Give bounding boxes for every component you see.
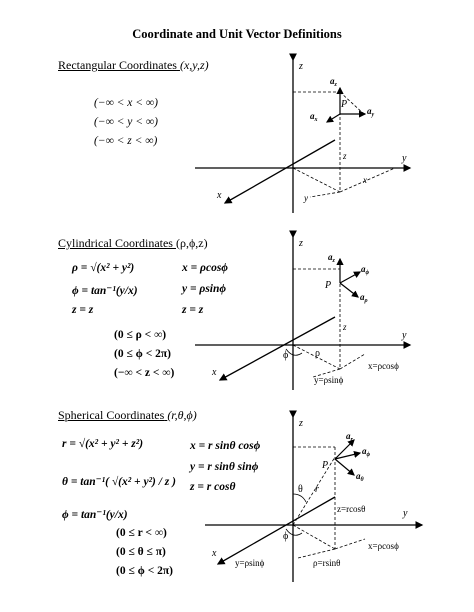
atheta-label: $a_\theta$: [356, 471, 364, 483]
cyl-eq-z: z = z: [72, 304, 94, 316]
cyl-eq-rho: ρ = √(x² + y²): [72, 262, 135, 274]
aphi-vector: [340, 272, 360, 283]
point-p-label: P: [341, 99, 348, 110]
tick-z-label: z: [343, 322, 347, 332]
page-title: Coordinate and Unit Vector Definitions: [132, 27, 342, 41]
sph-range-theta: (0 ≤ θ ≤ π): [116, 546, 166, 558]
ax-label: $a_x$: [310, 111, 318, 123]
x-label: x: [212, 367, 217, 378]
r-label: r: [315, 484, 319, 495]
sph-eq-phi: ϕ = tan⁻¹(y/x): [62, 509, 128, 521]
cyl-eq-phi: ϕ = tan⁻¹(y/x): [72, 285, 138, 297]
sph-eq-theta: θ = tan⁻¹( √(x² + y²) / z ): [62, 476, 176, 488]
rect-range-z: (−∞ < z < ∞): [94, 135, 158, 147]
ay-label: $a_y$: [367, 106, 375, 118]
rectangular-heading: [58, 58, 209, 73]
cylindrical-heading-label: Cylindrical Coordinates: [58, 236, 173, 250]
y-rhosinphi-label: y=ρsinϕ: [314, 375, 344, 385]
theta-label: θ: [298, 484, 303, 495]
sph-eq-z: z = r cosθ: [190, 481, 236, 493]
tick-y-label: y: [304, 193, 308, 203]
tick-z-label: z: [343, 151, 347, 161]
sph-range-r: (0 ≤ r < ∞): [116, 527, 167, 539]
phi-label: ϕ: [283, 350, 289, 361]
rho-label: ρ: [315, 348, 320, 359]
y-rhosinphi-label: y=ρsinϕ: [235, 558, 265, 568]
spherical-heading: [58, 408, 197, 423]
aphi-label: $a_\phi$: [362, 446, 370, 458]
x-rhocosphi-label: x=ρcosϕ: [368, 361, 399, 371]
x-label: x: [212, 548, 217, 559]
cylindrical-heading: [58, 236, 208, 251]
cyl-eq-x: x = ρcosϕ: [182, 262, 228, 274]
x-rhocosphi-label: x=ρcosϕ: [368, 541, 399, 551]
y-label: y: [403, 508, 408, 519]
z-label: z: [299, 418, 303, 429]
spherical-heading-vars: (r,θ,ϕ): [167, 408, 197, 422]
cyl-range-z: (−∞ < z < ∞): [114, 367, 175, 379]
sph-range-phi: (0 ≤ ϕ < 2π): [116, 565, 174, 577]
cyl-range-rho: (0 ≤ ρ < ∞): [114, 329, 167, 341]
spherical-diagram: [200, 412, 430, 587]
rectangular-diagram: [190, 55, 420, 220]
sph-eq-r: r = √(x² + y² + z²): [62, 438, 144, 450]
tick-x-label: x: [363, 175, 367, 185]
y-label: y: [402, 330, 407, 341]
rect-range-y: (−∞ < y < ∞): [94, 116, 158, 128]
cylindrical-diagram: [190, 232, 430, 397]
z-label: z: [299, 61, 303, 72]
az-label: $a_z$: [328, 252, 335, 264]
rho-rsintheta-label: ρ=rsinθ: [313, 558, 341, 568]
arho-vector: [340, 283, 358, 297]
ar-label: $a_r$: [346, 431, 353, 443]
y-label: y: [402, 153, 407, 164]
aphi-label: $a_\phi$: [361, 264, 369, 276]
cylindrical-heading-vars: (ρ,ϕ,z): [175, 236, 208, 250]
point-p-label: P: [325, 280, 332, 291]
phi-label: ϕ: [283, 531, 289, 542]
z-label: z: [299, 238, 303, 249]
az-label: $a_z$: [330, 76, 337, 88]
x-axis: [218, 497, 335, 564]
x-axis: [225, 140, 335, 203]
ax-vector: [327, 114, 340, 122]
point-p-label: P: [322, 460, 329, 471]
sph-eq-x: x = r sinθ cosϕ: [190, 440, 261, 452]
x-label: x: [217, 190, 222, 201]
arho-label: $a_\rho$: [360, 292, 368, 304]
atheta-vector: [335, 459, 354, 475]
cyl-eq-y: y = ρsinϕ: [182, 283, 227, 295]
z-rcostheta-label: z=rcosθ: [337, 504, 366, 514]
cyl-range-phi: (0 ≤ ϕ < 2π): [114, 348, 172, 360]
rect-range-x: (−∞ < x < ∞): [94, 97, 158, 109]
sph-eq-y: y = r sinθ sinϕ: [190, 461, 259, 473]
cyl-eq-z2: z = z: [182, 304, 204, 316]
rectangular-heading-vars: (x,y,z): [179, 58, 209, 72]
rectangular-heading-label: Rectangular Coordinates: [58, 58, 177, 72]
spherical-heading-label: Spherical Coordinates: [58, 408, 165, 422]
